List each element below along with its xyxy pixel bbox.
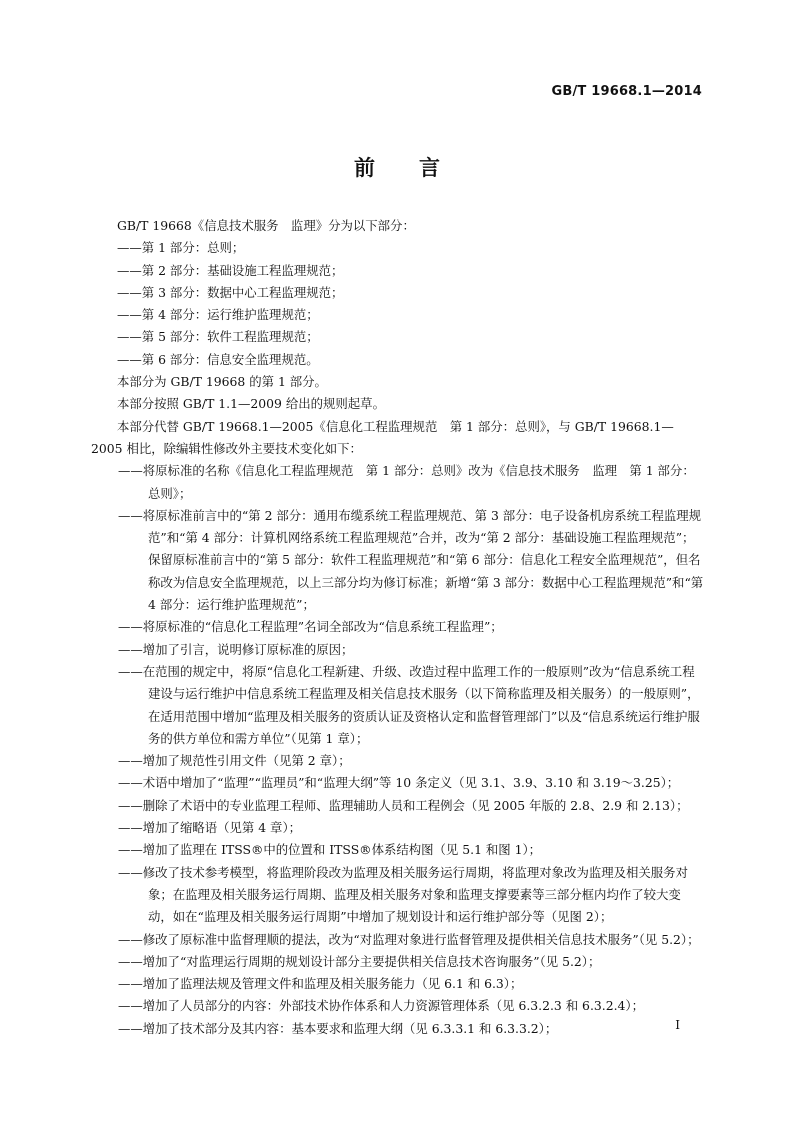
- page-number: I: [675, 1018, 680, 1032]
- list-item: ——增加了规范性引用文件（见第 2 章）；: [118, 753, 351, 769]
- list-item: ——增加了“对监理运行周期的规划设计部分主要提供相关信息技术咨询服务”（见 5.2）；: [118, 953, 601, 969]
- list-item: ——删除了术语中的专业监理工程师、监理辅助人员和工程例会（见 2005 年版的 2.8、2.9 和 2.13）；: [118, 797, 689, 813]
- list-item: ——第 4 部分：运行维护监理规范；: [117, 307, 319, 323]
- list-item: ——增加了技术部分及其内容：基本要求和监理大纲（见 6.3.3.1 和 6.3.3.2）；: [118, 1020, 558, 1036]
- list-item: ——增加了监理在 ITSS®中的位置和 ITSS®体系结构图（见 5.1 和图 1）；: [118, 842, 542, 858]
- paragraph: 本部分代替 GB/T 19668.1—2005《信息化工程监理规范 第 1 部分：总则》，与 GB/T 19668.1—2005 相比，除编辑性修改外主要技术变化如下：: [91, 418, 674, 456]
- list-item: ——增加了监理法规及管理文件和监理及相关服务能力（见 6.1 和 6.3）；: [118, 976, 523, 992]
- parts-list: [91, 237, 705, 371]
- list-item: ——第 6 部分：信息安全监理规范。: [117, 351, 319, 367]
- list-item: ——将原标准的“信息化工程监理”名词全部改为“信息系统工程监理”；: [118, 619, 503, 635]
- list-item: ——将原标准的名称《信息化工程监理规范 第 1 部分：总则》改为《信息技术服务 监理 第 1 部分：总则》；: [118, 463, 695, 501]
- standard-code: GB/T 19668.1—2014: [551, 84, 702, 99]
- list-item: ——术语中增加了“监理”“监理员”和“监理大纲”等 10 条定义（见 3.1、3.9、3.10 和 3.19～3.25）；: [118, 775, 680, 791]
- changes-list: [91, 460, 705, 1040]
- list-item: ——在范围的规定中，将原“信息化工程新建、升级、改造过程中监理工作的一般原则”改为“信息系统工程建设与运行维护中信息系统工程监理及相关信息技术服务（以下简称监理及相关服务）的一般原则”，在适用范围中增加“监理及相关服务的资质认证及资格认定和监督管理部门”以及“信息系统运行维护服务的供方单位和需方单位”（见第 1 章）；: [118, 663, 700, 746]
- list-item: ——第 3 部分：数据中心工程监理规范；: [117, 284, 344, 300]
- list-item: ——将原标准前言中的“第 2 部分：通用布缆系统工程监理规范、第 3 部分：电子设备机房系统工程监理规范”和“第 4 部分：计算机网络系统工程监理规范”合并，改为“第 2 部分：基础设施工程监理规范”；保留原标准前言中的“第 5 部分：软件工程监理规范”和“第 6 部分：信息化工程安全监理规范”，但名称改为信息安全监理规范，以上三部分均为修订标准；新增“第 3 部分：数据中心工程监理规范”和“第 4 部分：运行维护监理规范”；: [118, 507, 704, 613]
- paragraph: 本部分按照 GB/T 1.1—2009 给出的规则起草。: [117, 396, 385, 412]
- list-item: ——第 1 部分：总则；: [117, 240, 245, 256]
- page-title: 前言: [354, 156, 484, 180]
- list-item: ——增加了引言，说明修订原标准的原因；: [118, 641, 354, 657]
- paragraph: 本部分为 GB/T 19668 的第 1 部分。: [117, 374, 327, 390]
- list-item: ——增加了缩略语（见第 4 章）；: [118, 820, 302, 836]
- list-item: ——增加了人员部分的内容：外部技术协作体系和人力资源管理体系（见 6.3.2.3 和 6.3.2.4）；: [118, 998, 644, 1014]
- list-item: ——修改了技术参考模型，将监理阶段改为监理及相关服务运行周期，将监理对象改为监理及相关服务对象；在监理及相关服务运行周期、监理及相关服务对象和监理支撑要素等三部分框内均作了较大变动，如在“监理及相关服务运行周期”中增加了规划设计和运行维护部分等（见图 2）；: [118, 864, 688, 925]
- foreword-body: [91, 215, 705, 1040]
- list-item: ——修改了原标准中监督理顺的提法，改为“对监理对象进行监督管理及提供相关信息技术服务”（见 5.2）；: [118, 931, 700, 947]
- intro-paragraph: GB/T 19668《信息技术服务 监理》分为以下部分：: [117, 218, 415, 233]
- list-item: ——第 5 部分：软件工程监理规范；: [117, 329, 319, 345]
- list-item: ——第 2 部分：基础设施工程监理规范；: [117, 262, 344, 278]
